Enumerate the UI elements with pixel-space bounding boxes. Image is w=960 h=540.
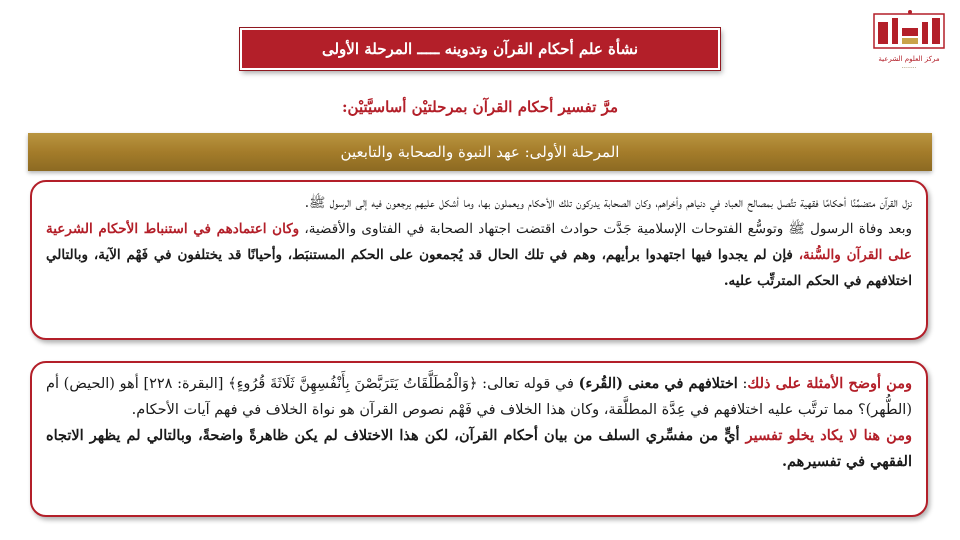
logo-subcaption: ........	[901, 63, 917, 70]
box2-paragraph-2	[46, 423, 912, 475]
box2-p1-bold: اختلافهم في معنى (القُرء)	[578, 375, 738, 392]
box1-p2-plain: وبعد وفاة الرسول ﷺ وتوسُّع الفتوحات الإسلامية جَدَّت حوادث اقتضت اجتهاد الصحابة في الفتاوى والأقضية،	[299, 221, 913, 237]
box2-paragraph-1	[46, 371, 912, 423]
box1-p2-bold: فإن لم يجدوا فيها اجتهدوا برأيهم، وهم في تلك الحال قد يُجمعون على الحكم المستنبَط، وأحيانًا قد يختلفون في فَهْم الآية، وبالتالي اختلافهم في الحكم المترتِّب عليه.	[46, 247, 912, 289]
content-box-1	[30, 180, 928, 340]
box1-paragraph-2	[46, 216, 912, 294]
box2-p2-bold: أيٍّ من مفسِّري السلف من بيان أحكام القرآن، لكن هذا الاختلاف لم يكن ظاهرةً واضحةً، وبالتالي لم يظهر الاتجاه الفقهي في تفسيرهم.	[46, 427, 912, 470]
stage-bar	[28, 133, 932, 171]
content-box-2	[30, 361, 928, 517]
box1-paragraph-1: نزل القرآن متضمِّنًا أحكامًا فقهية تتَّصل بمصالح العباد في دنياهم وأخراهم، وكان الصحابة يدركون تلك الأحكام ويعملون بها، وما أشكل عليهم يرجعون فيه إلى الرسول ﷺ.	[304, 195, 912, 211]
box2-p2-highlight: ومن هنا لا يكاد يخلو تفسير	[745, 427, 912, 444]
box2-p1-highlight: ومن أوضح الأمثلة على ذلك	[747, 375, 912, 392]
logo-caption: مركز العلوم الشرعية	[878, 55, 940, 63]
logo	[868, 8, 950, 78]
stage-label: المرحلة الأولى: عهد النبوة والصحابة والتابعين	[340, 143, 620, 161]
box2-p1-colon: :	[737, 376, 748, 392]
title-banner	[240, 28, 720, 70]
section-subheading: مرَّ تفسير أحكام القرآن بمرحلتيْن أساسيَّتيْن:	[342, 98, 618, 116]
box2-p1-plain: في قوله تعالى: ﴿وَالْمُطَلَّقَاتُ يَتَرَبَّصْنَ بِأَنْفُسِهِنَّ ثَلَاثَةَ قُرُوءٍ﴾ [البقرة: ٢٢٨] أهو (الحيض) أم (الطُّهر)؟ مما ترتَّب عليه اختلافهم في عِدَّة المطلَّقة، وكان هذا الخلاف في فَهْم نصوص القرآن هو نواة الخلاف في فهم آيات الأحكام.	[46, 376, 912, 418]
page-title: نشأة علم أحكام القرآن وتدوينه ـــــ المرحلة الأولى	[321, 40, 639, 58]
logo-mark-icon	[872, 8, 946, 52]
box1-p2-highlight: وكان اعتمادهم في استنباط الأحكام الشرعية على القرآن والسُّنة،	[46, 221, 912, 263]
